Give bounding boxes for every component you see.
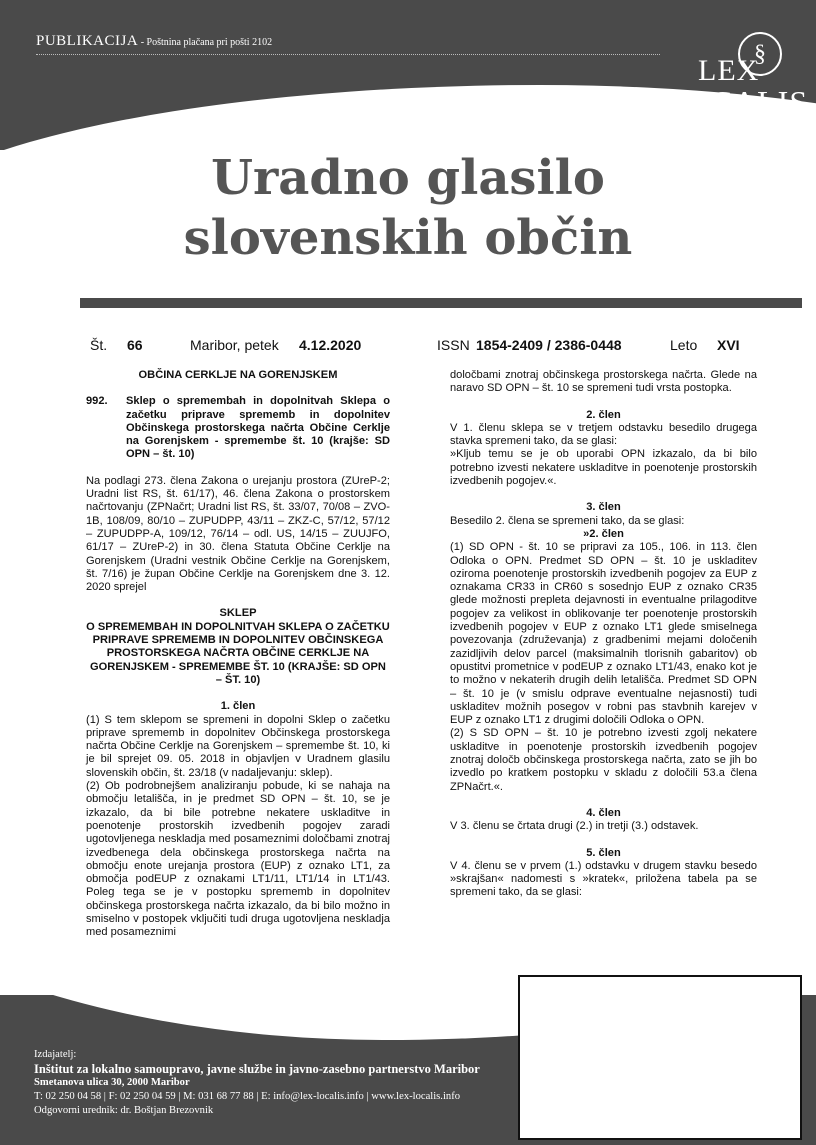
logo-text-localis: LOCALIS [666,84,809,120]
publisher-name: Inštitut za lokalno samoupravo, javne službe in javno-zasebno partnerstvo Maribor [34,1062,480,1076]
preamble: Na podlagi 273. člena Zakona o urejanju prostora (ZUreP-2; Uradni list RS, št. 61/17), 46. člena Zakona o prostorskem načrtovanju (ZPNačrt; Uradni list RS, št. 33/07, 70/08 – ZVO-1B, 108/09, 80/10 – ZUPUDPP, 43/11 – ZKZ-C, 57/12, 57/12 – ZUPUDPP-A, 109/12, 76/14 – odl. US, 14/15 – ZUUJFO, 61/17 – ZUreP-2) in 30. člena Statuta Občine Cerklje na Gorenjskem (Uradni vestnik Občine Cerklje na Gorenjskem, št. 7/16) je župan Občine Cerklje na Gorenjskem dne 3. 12. 2020 sprejel [86,474,390,594]
clen-4-paragraph-1: V 3. členu se črtata drugi (2.) in tretji (3.) odstavek. [450,820,699,833]
paragraph-icon: § [738,32,782,76]
publisher-contacts: T: 02 250 04 58 | F: 02 250 04 59 | M: 031 68 77 88 | E: info@lex-localis.info | www.lex-localis.info [34,1091,461,1102]
right-column [450,369,757,900]
clen-4-heading: 4. člen [586,806,621,819]
clen-1-paragraph-2: (2) Ob podrobnejšem analiziranju pobude, ki se nahaja na območju letališča, in je predmet SD OPN – št. 10, se je izkazalo, da bi bile potrebne nekatere uskladitve in poenotenje prostorskih izvedbenih pogojev zaradi ugotovljenega neskladja med posameznimi določbami znotraj izvedbenega dela občinskega prostorskega načrta na območju enote urejanja prostora (EUP) z oznako LT1, za območja podEUP z oznakami LT1/11, LT1/14 in LT1/43. Poleg tega se je v postopku sprememb in dopolnitev občinskega prostorskega načrta izkazalo, da bi bilo možno in smiselno v postopek vključiti tudi druga ugotovljena neskladja med posameznimi [86,780,390,939]
act-number: 992. [86,395,108,408]
issue-date: 4.12.2020 [299,337,362,353]
publication-label: PUBLIKACIJA [36,33,139,49]
clen-3-heading: 3. člen [586,501,621,514]
document-heading: SKLEP [219,607,257,620]
clen-2-heading: 2. člen [586,408,621,421]
issue-number-label: Št. [90,337,108,353]
publication-line [36,32,272,50]
header-dotted-rule [36,54,660,55]
clen-5-paragraph-1: V 4. členu se v prvem (1.) odstavku v drugem stavku besedo »skrajšan« nadomesti s »kratek«, priložena tabela pa se spremeni tako, da se glasi: [450,859,757,899]
issn-value: 1854-2409 / 2386-0448 [476,337,622,353]
clen-1-heading: 1. člen [220,700,256,713]
title-divider [80,298,802,308]
clen-3-paragraph-1: Besedilo 2. člena se spremeni tako, da se glasi: [450,514,685,527]
publication-separator: - [138,37,147,48]
journal-title-line1: Uradno glasilo [211,150,605,206]
journal-title [0,148,816,268]
publisher-address: Smetanova ulica 30, 2000 Maribor [34,1077,190,1088]
journal-title-line2: slovenskih občin [183,210,633,266]
logo-text-lex: LEX [698,54,760,87]
clen-1-paragraph-1: (1) S tem sklepom se spremeni in dopolni Sklep o začetku priprave sprememb in dopolnitev Občinskega prostorskega načrta Občine Cerklje na Gorenjskem – spremembe št. 10, ki je bil sprejet 09. 05. 2018 in objavljen v Uradnem glasilu slovenskih občin, št. 23/18 (v nadaljevanju: sklep). [86,713,390,779]
left-column [86,369,390,940]
lex-localis-logo [660,28,809,128]
year-label: Leto [670,337,698,353]
clen-3-paragraph-3: (2) S SD OPN – št. 10 je potrebno izvesti zgolj nekatere uskladitve in poenotenje prostorskih izvedbenih pogojev znotraj določb občinskega prostorskega načrta, zato se jih bo izvedlo po kratkem postopku v skladu z določili 53.a člena ZPNačrt.«. [450,727,757,793]
blank-box [518,975,802,1140]
act-heading [86,395,390,461]
act-title: Sklep o spremembah in dopolnitvah Sklepa o začetku priprave sprememb in dopolnitev Občinskega prostorskega načrta Občine Cerklje na Gorenjskem - spremembe št. 10 (krajše: SD OPN – št. 10) [126,395,390,461]
issue-number: 66 [127,337,143,353]
responsible-editor: Odgovorni urednik: dr. Boštjan Brezovnik [34,1105,214,1116]
year-value: XVI [717,337,740,353]
clen-3-subheading: »2. člen [583,527,624,540]
issue-place-day: Maribor, petek [190,337,279,353]
issn-label: ISSN [437,337,470,353]
clen-5-heading: 5. člen [586,846,621,859]
clen-2-paragraph-1: V 1. členu sklepa se v tretjem odstavku besedilo drugega stavka spremeni tako, da se glasi: [450,421,757,448]
imprint [34,1048,480,1118]
clen-3-paragraph-2: (1) SD OPN - št. 10 se pripravi za 105., 106. in 113. člen Odloka o OPN. Predmet SD OPN – št. 10 je uskladitev oziroma poenotenje prostorskih izvedbenih pogojev za EUP z oznakama CR33 in CR60 s sosednjo EUP z oznako CR35 glede možnosti prepleta dejavnosti in eventualne prilagoditve pogojev za velikost in oblikovanje ter poenotenje prostorskih izvedbenih pogojev v EUP z oznako LT1 glede smiselnega povezovanja (združevanja) z gradbenimi mejami določenih zazidljivih delov parcel (maksimalnih tlorisnih gabaritov) ob opustitvi prometnice v podEUP z oznako LT1/43, enako kot je to možno v nekaterih drugih delih letališča. Predmet SD OPN – št. 10 je (v smislu odprave eventualne nejasnosti) tudi uskladitev možnih posegov v robni pas stavbnih karejev v EUP z oznako LT1 z drugimi določili Odloka o OPN. [450,541,757,727]
continuation-text: določbami znotraj občinskega prostorskega načrta. Glede na naravo SD OPN – št. 10 se spremeni tudi vrsta postopka. [450,369,757,395]
postage-note: Poštnina plačana pri pošti 2102 [146,37,273,48]
municipality-heading: OBČINA CERKLJE NA GORENJSKEM [138,369,338,381]
document-subheading: O SPREMEMBAH IN DOPOLNITVAH SKLEPA O ZAČETKU PRIPRAVE SPREMEMB IN DOPOLNITEV OBČINSKEGA PROSTORSKEGA NAČRTA OBČINE CERKLJE NA GORENJSKEM - SPREMEMBE ŠT. 10 (KRAJŠE: SD OPN – ŠT. 10) [86,620,390,686]
clen-2-paragraph-2: »Kljub temu se je ob uporabi OPN izkazalo, da bi bilo potrebno izvesti nekatere uskladitve in poenotenje prostorskih izvedbenih pogojev.«. [450,448,757,488]
publisher-label: Izdajatelj: [34,1049,77,1060]
